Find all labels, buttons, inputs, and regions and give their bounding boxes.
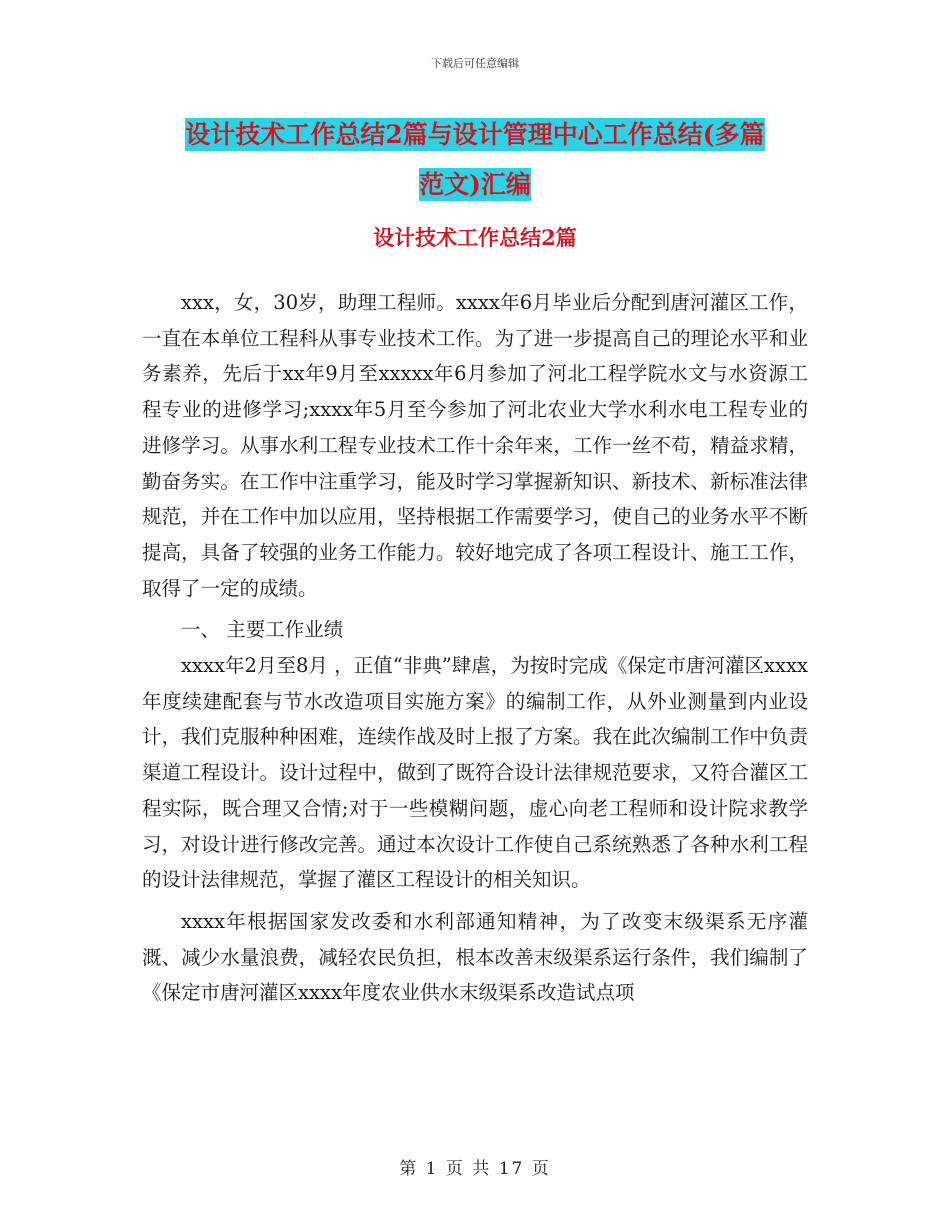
document-title xyxy=(140,110,810,210)
page-number: 第 1 页 共 17 页 xyxy=(399,1159,551,1179)
header-note: 下载后可任意编辑 xyxy=(431,57,519,70)
document-body xyxy=(142,285,808,1011)
paragraph-canal-reform: xxxx年根据国家发改委和水利部通知精神，为了改变末级渠系无序灌溉、减少水量浪费，减轻农民负担，根本改善末级渠系运行条件，我们编制了《保定市唐河灌区xxxx年度农业供水末级渠系改造试点项 xyxy=(142,909,808,1005)
subheading-main-achievements: 一、 主要工作业绩 xyxy=(181,618,344,642)
document-title-line-1: 设计技术工作总结2篇与设计管理中心工作总结(多篇 xyxy=(185,120,765,149)
paragraph-sars-period-work: xxxx年2月至8月 ，正值“非典”肆虐，为按时完成《保定市唐河灌区xxxx年度续建配套与节水改造项目实施方案》的编制工作，从外业测量到内业设计，我们克服种种困难，连续作战及时上报了方案。我在此次编制工作中负责渠道工程设计。设计过程中，做到了既符合设计法律规范要求，又符合灌区工程实际，既合理又合情;对于一些模糊问题，虚心向老工程师和设计院求教学习，对设计进行修改完善。通过本次设计工作使自己系统熟悉了各种水利工程的设计法律规范，掌握了灌区工程设计的相关知识。 xyxy=(142,654,808,892)
section-title: 设计技术工作总结2篇 xyxy=(373,225,577,250)
paragraph-intro: xxx，女，30岁，助理工程师。xxxx年6月毕业后分配到唐河灌区工作，一直在本单位工程科从事专业技术工作。为了进一步提高自己的理论水平和业务素养，先后于xx年9月至xxxxx年6月参加了河北工程学院水文与水资源工程专业的进修学习;xxxx年5月至今参加了河北农业大学水利水电工程专业的进修学习。从事水利工程专业技术工作十余年来，工作一丝不苟，精益求精，勤奋务实。在工作中注重学习，能及时学习掌握新知识、新技术、新标准法律规范，并在工作中加以应用，坚持根据工作需要学习，使自己的业务水平不断提高，具备了较强的业务工作能力。较好地完成了各项工程设计、施工工作，取得了一定的成绩。 xyxy=(142,291,808,600)
document-title-line-2: 范文)汇编 xyxy=(419,170,531,199)
